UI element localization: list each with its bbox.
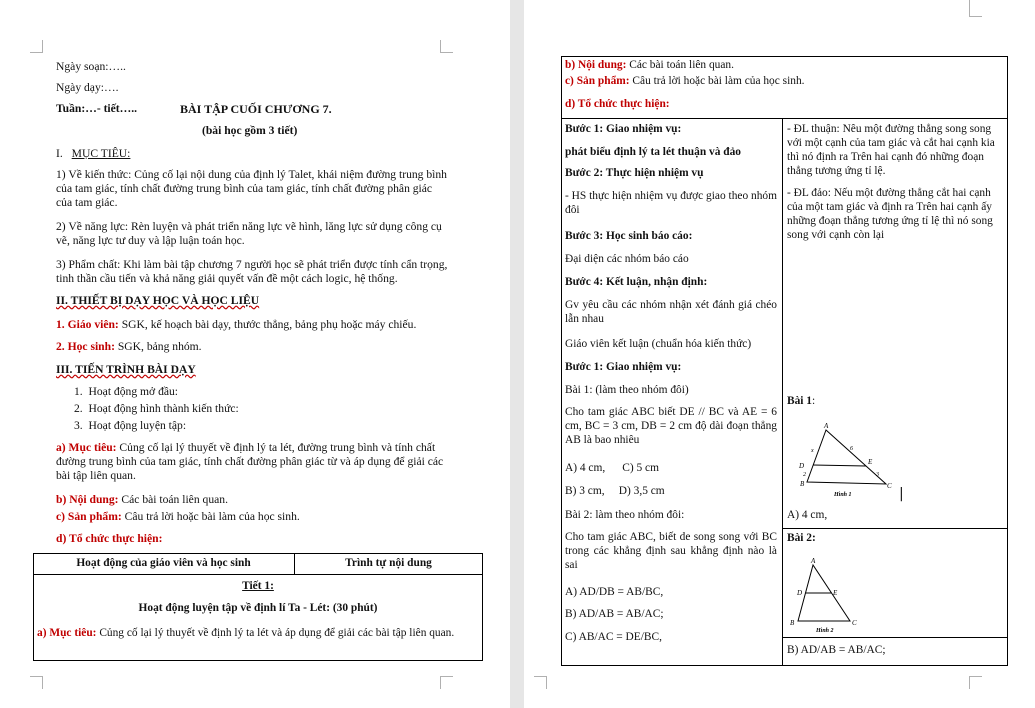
- margin-corner-mark: [30, 40, 43, 53]
- table-period: Tiết 1:: [242, 580, 274, 592]
- section-heading-objectives: [56, 147, 130, 161]
- fig1-label-six: 6: [850, 446, 853, 452]
- fig2-label-a: A: [811, 557, 816, 565]
- theorem-converse: - ĐL đảo: Nếu một đường thẳng cắt hai cạnh của một tam giác và định ra Trên hai cạnh ấy những đoạn thẳng tương ứng tỉ lệ thì nó song song với cạnh còn lại: [787, 187, 993, 241]
- section-heading-procedure: III. TIẾN TRÌNH BÀI DẠY: [56, 363, 196, 376]
- page-subtitle: (bài học gồm 3 tiết): [202, 124, 298, 137]
- product-line: [56, 510, 300, 524]
- step4-conclusion: Giáo viên kết luận (chuẩn hóa kiến thức): [565, 338, 752, 350]
- section-label: MỤC TIÊU:: [71, 147, 131, 160]
- table-header-activity: Hoạt động của giáo viên và học sinh: [76, 557, 251, 569]
- fig2-caption: Hình 2: [816, 628, 834, 634]
- fig1-label-x: x: [811, 448, 814, 454]
- date-taught: Ngày dạy:….: [56, 81, 119, 94]
- exercise2-option-b: B) AD/AB = AB/AC;: [565, 608, 664, 620]
- teacher-text: SGK, kế hoạch bài dạy, thước thẳng, bảng phụ hoặc máy chiếu.: [118, 318, 417, 331]
- fig1-label-two: 2: [803, 472, 806, 478]
- product-text: Câu trả lời hoặc bài làm của học sinh.: [629, 75, 805, 87]
- section-heading-equipment: II. THIẾT BỊ DẠY HỌC VÀ HỌC LIỆU: [56, 294, 260, 307]
- exercise1-options-bd: B) 3 cm, D) 3,5 cm: [565, 485, 665, 497]
- fig2-label-b: B: [790, 619, 795, 627]
- fig1-label-three: 3: [876, 472, 879, 478]
- week-period: Tuần:…- tiết…..: [56, 102, 138, 115]
- table-activity-title: Hoạt động luyện tập về định lí Ta - Lét: (30 phút): [138, 602, 378, 614]
- teacher-materials: [56, 318, 416, 332]
- step4-heading: Bước 4: Kết luận, nhận định:: [565, 276, 708, 288]
- table-divider: [561, 118, 1008, 119]
- product-text: Câu trả lời hoặc bài làm của học sinh.: [121, 510, 300, 523]
- margin-corner-mark: [440, 676, 453, 689]
- exercise1-label-text: Bài 1: [787, 395, 813, 407]
- exercise1-title: Bài 1: (làm theo nhóm đôi): [565, 384, 689, 396]
- table-divider: [782, 637, 1008, 638]
- fig1-label-a: A: [824, 422, 829, 430]
- content-line: [565, 58, 734, 72]
- exercise2-option-a: A) AD/DB = AB/BC,: [565, 586, 664, 598]
- exercise2-option-c: C) AB/AC = DE/BC,: [565, 631, 662, 643]
- date-prepared: Ngày soạn:…..: [56, 60, 126, 73]
- table-header-content: Trình tự nội dung: [345, 557, 432, 569]
- fig2-label-e: E: [833, 589, 838, 597]
- figure-2-triangle: [786, 555, 866, 635]
- table-divider: [782, 528, 1008, 529]
- step1-task: phát biểu định lý ta lét thuận và đảo: [565, 146, 741, 158]
- step4-text: Gv yêu cầu các nhóm nhận xét đánh giá chéo lẫn nhau: [565, 299, 777, 325]
- content-line: [56, 493, 228, 507]
- exercise1-options-ac: A) 4 cm, C) 5 cm: [565, 462, 659, 474]
- margin-corner-mark: [969, 676, 982, 689]
- table-goal-text: Củng cố lại lý thuyết về định lý ta lét và áp dụng để giải các bài tập liên quan.: [96, 627, 455, 639]
- margin-corner-mark: [969, 0, 982, 17]
- exercise1-label-colon: :: [812, 395, 816, 407]
- fig2-label-c: C: [852, 619, 857, 627]
- fig1-label-b: B: [800, 480, 805, 488]
- table-goal-label: a) Mục tiêu:: [37, 627, 97, 639]
- objective-quality: 3) Phẩm chất: Khi làm bài tập chương 7 người học sẽ phát triển được tính cẩn trọng, tinh thần cầu tiến và khả năng giải quyết vấn đề một cách logic, hệ thống.: [56, 258, 448, 285]
- margin-corner-mark: [30, 676, 43, 689]
- product-line: [565, 74, 805, 88]
- table-goal: [37, 626, 467, 640]
- margin-corner-mark: [440, 40, 453, 53]
- objective-competence: 2) Về năng lực: Rèn luyện và phát triển năng lực vẽ hình, lăng lực sử dụng công cụ vẽ, năng lực tư duy và lập luận toán học.: [56, 220, 442, 247]
- step2-text: - HS thực hiện nhiệm vụ được giao theo nhóm đôi: [565, 190, 777, 216]
- content-text: Các bài toán liên quan.: [626, 59, 734, 71]
- step1-heading: Bước 1: Giao nhiệm vụ:: [565, 123, 682, 135]
- content-label: b) Nội dung:: [565, 59, 627, 71]
- step3-heading: Bước 3: Học sinh báo cáo:: [565, 230, 693, 242]
- table-divider: [33, 574, 483, 575]
- goal-paragraph: [56, 441, 448, 483]
- step3-text: Đại diện các nhóm báo cáo: [565, 253, 689, 265]
- section-number: I.: [56, 147, 63, 160]
- theorem-direct: - ĐL thuận: Nêu một đường thẳng song song với một cạnh của tam giác và cắt hai cạnh kia thì nó định ra Trên hai cạnh đó những đoạn thẳng tương ứng tỉ lệ.: [787, 123, 995, 177]
- list-item: 1. Hoạt động mở đầu:: [74, 385, 179, 398]
- student-label: 2. Học sinh:: [56, 340, 115, 353]
- exercise2-answer: B) AD/AB = AB/AC;: [787, 644, 886, 656]
- fig1-caption: Hình 1: [834, 492, 852, 498]
- content-text: Các bài toán liên quan.: [118, 493, 228, 506]
- objective-knowledge: 1) Về kiến thức: Củng cố lại nội dung của định lý Talet, khái niệm đường trung bình của tam giác, tính chất đường trung bình của tam giác, tính chất đường phân giác của tam giác.: [56, 168, 447, 209]
- teacher-label: 1. Giáo viên:: [56, 318, 119, 331]
- exercise1-answer: A) 4 cm,: [787, 509, 828, 521]
- page-title: BÀI TẬP CUỐI CHƯƠNG 7.: [180, 102, 332, 116]
- figure-1-triangle: [794, 420, 904, 500]
- list-item: 3. Hoạt động luyện tập:: [74, 419, 187, 432]
- fig1-label-d: D: [799, 462, 805, 470]
- list-item: 2. Hoạt động hình thành kiến thức:: [74, 402, 239, 415]
- margin-corner-mark: [534, 676, 547, 689]
- student-text: SGK, bảng nhóm.: [114, 340, 202, 353]
- exercise2-label: Bài 2:: [787, 532, 816, 544]
- goal-label: a) Mục tiêu:: [56, 441, 117, 454]
- step2-heading: Bước 2: Thực hiện nhiệm vụ: [565, 167, 704, 179]
- list-item-text: Hoạt động mở đầu:: [88, 385, 179, 398]
- organization-heading: d) Tổ chức thực hiện:: [565, 98, 670, 110]
- list-item-text: Hoạt động hình thành kiến thức:: [88, 402, 239, 415]
- content-label: b) Nội dung:: [56, 493, 119, 506]
- student-materials: [56, 340, 202, 354]
- table-divider: [782, 118, 783, 666]
- fig1-label-c: C: [887, 482, 892, 490]
- step1b-heading: Bước 1: Giao nhiệm vụ:: [565, 361, 682, 373]
- list-item-text: Hoạt động luyện tập:: [88, 419, 187, 432]
- exercise1-label: [787, 394, 815, 408]
- document-page-1[interactable]: [0, 0, 510, 708]
- product-label: c) Sản phẩm:: [56, 510, 122, 523]
- text-cursor-icon: |: [899, 486, 904, 502]
- organization-heading: d) Tổ chức thực hiện:: [56, 532, 163, 545]
- fig1-label-e: E: [868, 458, 873, 466]
- fig2-label-d: D: [797, 589, 803, 597]
- exercise2-question: Cho tam giác ABC, biết de song song với BC trong các khẳng định sau khẳng định nào là sai: [565, 531, 777, 571]
- goal-text: Củng cố lại lý thuyết về định lý ta lét, đường trung bình và tính chất đường trung bình của tam giác, tính chất đường phân giác từ và áp dụng để giải các bài tập liên quan.: [56, 441, 444, 482]
- exercise2-title: Bài 2: làm theo nhóm đôi:: [565, 509, 685, 521]
- product-label: c) Sản phẩm:: [565, 75, 630, 87]
- document-page-2[interactable]: [524, 0, 1035, 708]
- exercise1-question: Cho tam giác ABC biết DE // BC và AE = 6 cm, BC = 3 cm, DB = 2 cm độ dài đoạn thẳng AB là bao nhiêu: [565, 406, 777, 446]
